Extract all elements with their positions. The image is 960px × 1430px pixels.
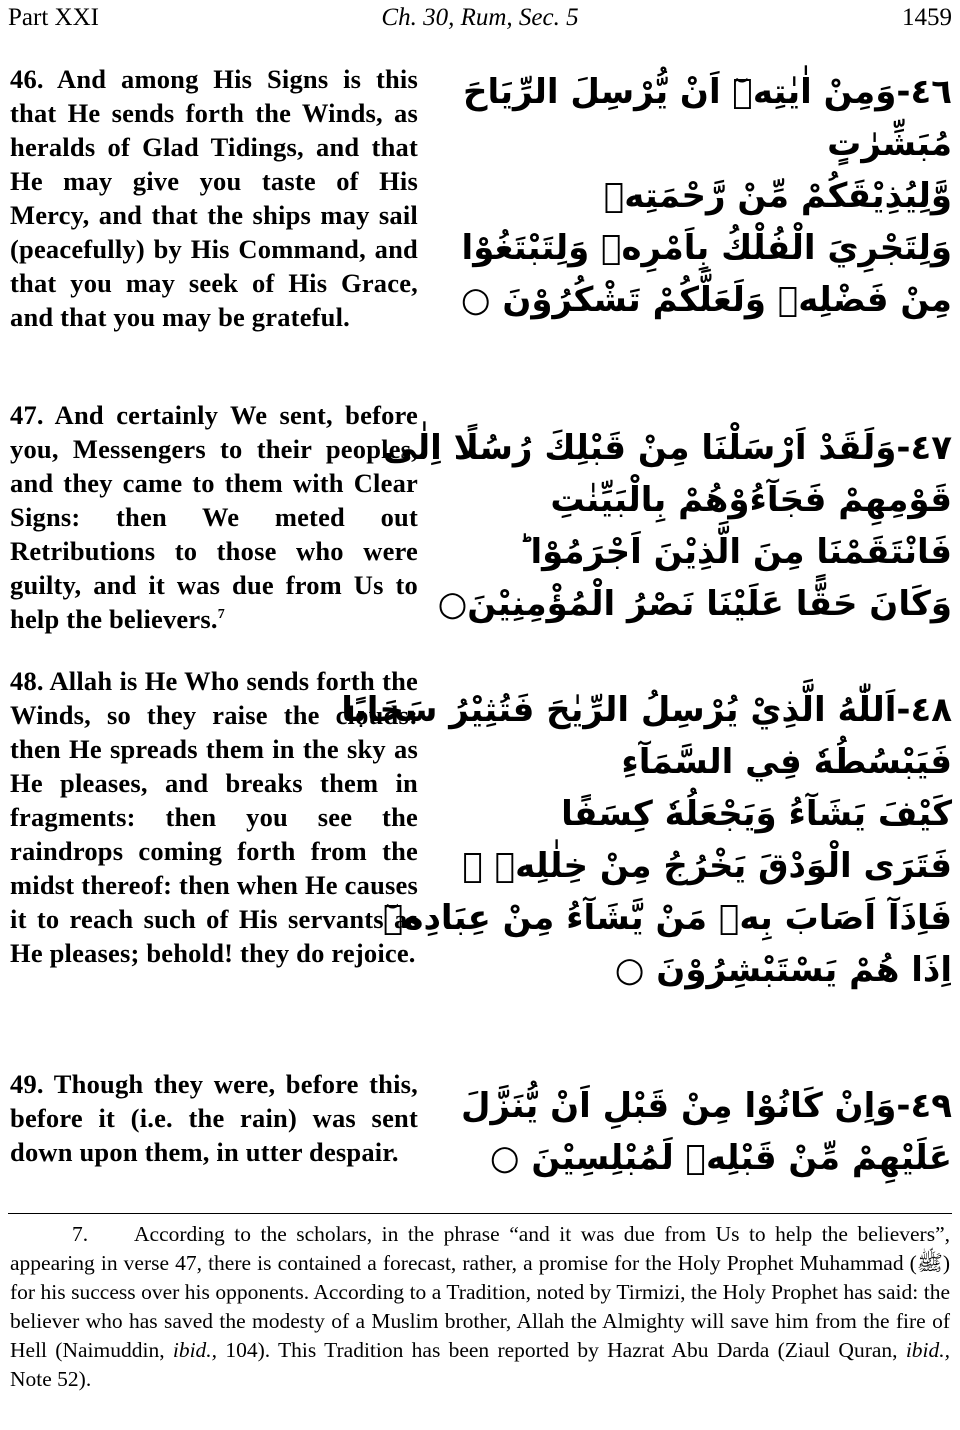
footnote-ibid: ibid., [172, 1338, 218, 1362]
arabic-line: اِذَا هُمْ يَسْتَبْشِرُوْنَ ○ [614, 950, 952, 990]
verse-text: 47. And certainly We sent, before you, Messengers to their peoples, and they came to them with Clear Signs: then We meted out Retributions to those who were guilty, and it was due from Us to help the believers. [10, 400, 418, 634]
arabic-line: فَتَرَى الْوَدْقَ يَخْرُجُ مِنْ خِلٰلِهٖ ۚ [462, 846, 952, 886]
arabic-line: قَوْمِهِمْ فَجَآءُوْهُمْ بِالْبَيِّنٰتِ [550, 480, 952, 520]
page-number: 1459 [902, 4, 952, 31]
arabic-line: مِنْ فَضْلِهٖ وَلَعَلَّكُمْ تَشْكُرُوْنَ ○ [460, 280, 952, 320]
arabic-line: ٤٧-وَلَقَدْ اَرْسَلْنَا مِنْ قَبْلِكَ رُسُلًا اِلٰى [383, 428, 952, 468]
footnote-ref: 7 [217, 607, 225, 623]
footnote-divider [8, 1213, 952, 1214]
arabic-line: كَيْفَ يَشَآءُ وَيَجْعَلُهٗ كِسَفًا [561, 794, 952, 834]
verse-text: 48. Allah is He Who sends forth the Winds, so they raise the clouds: then He spreads them in the sky as He pleases, and breaks them in fragments: then you see the raindrops coming forth from the midst thereof: then when He causes it to reach such of His servants as He pleases; behold! they do rejoice. [10, 666, 418, 968]
footnote [10, 1220, 950, 1394]
footnote-text: 104). This Tradition has been reported by Hazrat Abu Darda (Ziaul Quran, [225, 1338, 898, 1362]
footnote-ibid: ibid., [905, 1338, 951, 1362]
arabic-line: ٤٨-اَللّٰهُ الَّذِيْ يُرْسِلُ الرِّيٰحَ فَتُثِيْرُ سَحَابًا [341, 690, 952, 730]
verse-46-arabic [460, 66, 952, 326]
chapter-title: Ch. 30, Rum, Sec. 5 [381, 4, 579, 31]
verse-49-translation [10, 1067, 418, 1169]
arabic-line: وَّلِيُذِيْقَكُمْ مِّنْ رَّحْمَتِهٖ [603, 176, 952, 216]
part-label: Part XXI [8, 4, 99, 31]
page-header [8, 0, 952, 42]
footnote-text: Note 52). [10, 1367, 92, 1391]
verse-49-arabic [460, 1080, 952, 1184]
footnote-number: 7. [72, 1222, 89, 1246]
arabic-line: فَانْتَقَمْنَا مِنَ الَّذِيْنَ اَجْرَمُوْا ؕ [518, 532, 952, 572]
arabic-line: وَكَانَ حَقًّا عَلَيْنَا نَصْرُ الْمُؤْمِنِيْنَ○ [437, 584, 952, 624]
verse-46-translation [10, 62, 418, 334]
verse-text: 49. Though they were, before this, before it (i.e. the rain) was sent down upon them, in utter despair. [10, 1069, 418, 1167]
verse-47-translation [10, 398, 418, 636]
arabic-line: فَاِذَآ اَصَابَ بِهٖ مَنْ يَّشَآءُ مِنْ عِبَادِهٖٓ [383, 898, 952, 938]
verse-text: 46. And among His Signs is this that He sends forth the Winds, as heralds of Glad Tidings, and that He may give you taste of His Mercy, and that the ships may sail (peacefully) by His Command, and that you may seek of His Grace, and that you may be grateful. [10, 64, 418, 332]
arabic-line: فَيَبْسُطُهٗ فِي السَّمَآءِ [621, 742, 952, 782]
verse-48-arabic [341, 684, 952, 996]
arabic-line: ٤٦-وَمِنْ اٰيٰتِهٖٓ اَنْ يُّرْسِلَ الرِّيَاحَ [462, 72, 952, 112]
verse-47-arabic [383, 422, 952, 630]
arabic-line: ٤٩-وَاِنْ كَانُوْا مِنْ قَبْلِ اَنْ يُّنَزَّلَ [460, 1086, 952, 1126]
footnote-text: According to the scholars, in the phrase “and it was due from Us to help the believers”, appearing in verse 47, there is contained a forecast, rather, a promise for the Holy Prophet Muhammad (ﷺ) for his success over his opponents. According to a Tradition, noted by Tirmizi, the Holy Prophet has said: the believer who has saved the modesty of a Muslim brother, Allah the Almighty will save him from the fire of Hell (Naimuddin, [10, 1222, 950, 1362]
arabic-line: وَلِتَجْرِيَ الْفُلْكُ بِاَمْرِهٖ وَلِتَبْتَغُوْا [461, 228, 952, 268]
arabic-line: عَلَيْهِمْ مِّنْ قَبْلِهٖ لَمُبْلِسِيْنَ ○ [489, 1138, 952, 1178]
arabic-line: مُبَشِّرٰتٍ [827, 124, 952, 164]
